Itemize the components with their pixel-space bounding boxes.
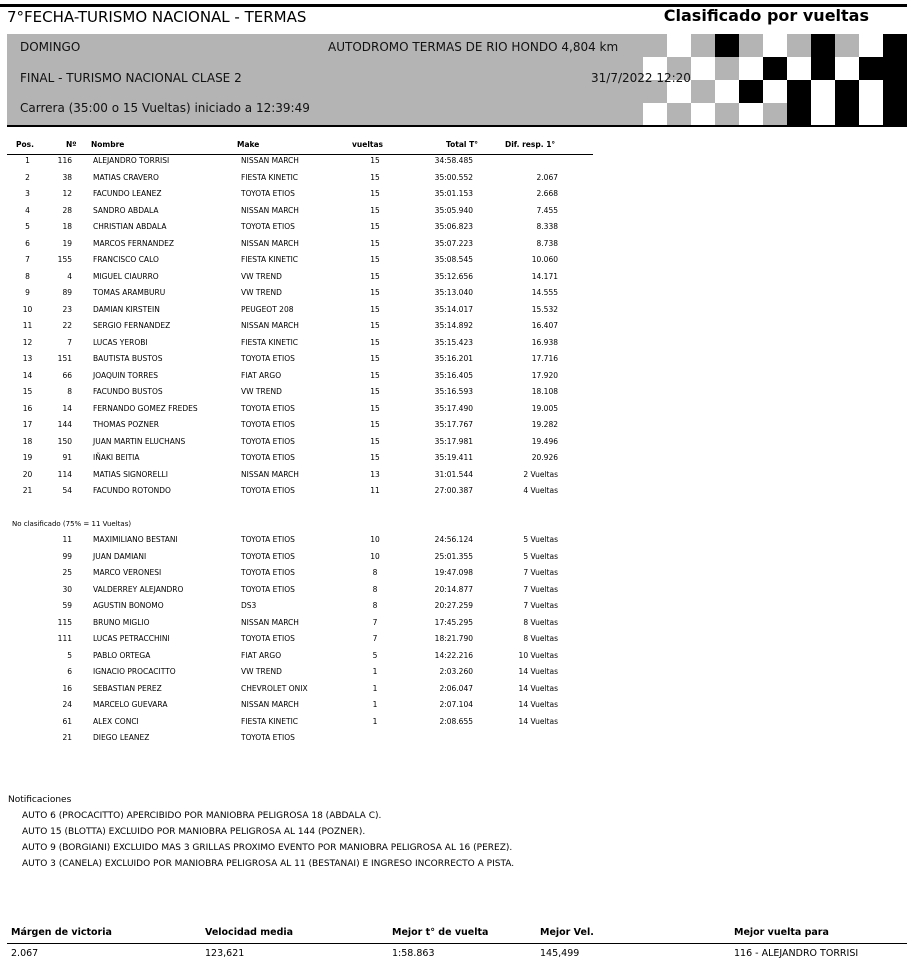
report-type: Clasificado por vueltas: [663, 6, 869, 25]
circuit-name: AUTODROMO TERMAS DE RIO HONDO 4,804 km: [328, 40, 619, 54]
cell-laps: 15: [370, 370, 380, 380]
cell-pos: 19: [22, 453, 33, 462]
cell-dif: 8 Vueltas: [523, 617, 558, 627]
cell-total: 35:07.223: [434, 238, 473, 248]
cell-no: 151: [57, 354, 72, 363]
cell-pos: 1: [25, 156, 30, 165]
cell-make: TOYOTA ETIOS: [241, 453, 295, 462]
cell-total: 35:13.040: [434, 288, 473, 297]
cell-laps: 8: [372, 601, 378, 610]
best-lap-label: Mejor t° de vuelta: [392, 927, 489, 938]
cell-name: CHRISTIAN ABDALA: [93, 222, 167, 231]
cell-no: 18: [62, 222, 72, 231]
cell-dif: 19.005: [531, 403, 558, 413]
col-header-name: Nombre: [91, 140, 125, 149]
cell-pos: 21: [22, 486, 33, 495]
cell-make: NISSAN MARCH: [241, 617, 299, 627]
cell-no: 144: [57, 420, 72, 429]
table-row: [0, 731, 600, 748]
cell-name: LUCAS YEROBI: [93, 337, 148, 347]
cell-no: 150: [57, 436, 72, 446]
cell-make: TOYOTA ETIOS: [241, 222, 295, 231]
notification-item: AUTO 9 (BORGIANI) EXCLUIDO MAS 3 GRILLAS PROXIMO EVENTO POR MANIOBRA PELIGROSA AL 16 (PEREZ).: [22, 843, 513, 853]
cell-name: VALDERREY ALEJANDRO: [93, 584, 184, 594]
cell-dif: 19.282: [531, 420, 558, 429]
cell-no: 8: [67, 387, 72, 396]
cell-pos: 3: [25, 189, 30, 198]
cell-no: 114: [57, 469, 72, 479]
cell-name: ALEJANDRO TORRISI: [93, 156, 170, 165]
cell-dif: 8.738: [536, 238, 558, 248]
cell-dif: 14.171: [531, 271, 558, 281]
cell-no: 25: [62, 568, 72, 577]
table-row: [0, 352, 600, 369]
cell-make: TOYOTA ETIOS: [241, 420, 295, 429]
cell-name: PABLO ORTEGA: [93, 650, 151, 660]
cell-name: BAUTISTA BUSTOS: [93, 354, 163, 363]
cell-no: 12: [62, 189, 72, 198]
cell-make: NISSAN MARCH: [241, 156, 299, 165]
session-name: FINAL - TURISMO NACIONAL CLASE 2: [20, 71, 242, 85]
table-row: [0, 171, 600, 188]
cell-no: 91: [62, 453, 72, 462]
table-row: [0, 220, 600, 237]
cell-make: TOYOTA ETIOS: [241, 354, 295, 363]
cell-name: IÑAKI BEITIA: [93, 453, 140, 462]
cell-pos: 8: [25, 271, 30, 281]
cell-total: 25:01.355: [434, 551, 473, 561]
table-row: [0, 533, 600, 550]
cell-total: 35:08.545: [434, 255, 473, 264]
table-row: [0, 303, 600, 320]
cell-laps: 10: [370, 535, 380, 544]
cell-no: 66: [62, 370, 72, 380]
session-day: DOMINGO: [20, 40, 81, 54]
best-lap-value: 1:58.863: [392, 948, 435, 959]
cell-pos: 6: [25, 238, 30, 248]
best-lap-for-value: 116 - ALEJANDRO TORRISI: [734, 948, 859, 959]
cell-total: 35:17.981: [434, 436, 473, 446]
cell-total: 35:15.423: [434, 337, 473, 347]
cell-no: 28: [62, 205, 72, 215]
cell-dif: 20.926: [531, 453, 558, 462]
table-row: [0, 369, 600, 386]
table-row: [0, 715, 600, 732]
col-header-dif: Dif. resp. 1°: [505, 140, 556, 149]
cell-make: VW TREND: [241, 387, 282, 396]
cell-name: JUAN MARTIN ELUCHANS: [93, 436, 186, 446]
cell-laps: 15: [370, 172, 380, 182]
table-row: [0, 435, 600, 452]
cell-dif: 16.407: [531, 321, 558, 330]
cell-name: MARCOS FERNANDEZ: [93, 238, 174, 248]
session-datetime: 31/7/2022 12:20: [591, 71, 691, 85]
cell-total: 35:01.153: [434, 189, 473, 198]
cell-make: VW TREND: [241, 288, 282, 297]
cell-laps: 8: [372, 584, 378, 594]
col-header-laps: vueltas: [352, 140, 383, 149]
cell-make: TOYOTA ETIOS: [241, 634, 295, 643]
cell-no: 14: [62, 403, 72, 413]
cell-dif: 14 Vueltas: [518, 716, 558, 726]
cell-dif: 4 Vueltas: [523, 486, 558, 495]
cell-total: 17:45.295: [434, 617, 473, 627]
margin-label: Márgen de victoria: [11, 927, 112, 938]
cell-dif: 7 Vueltas: [523, 601, 558, 610]
cell-make: FIESTA KINETIC: [241, 255, 299, 264]
cell-laps: 10: [370, 551, 380, 561]
cell-total: 35:17.767: [434, 420, 473, 429]
table-row: [0, 665, 600, 682]
cell-make: TOYOTA ETIOS: [241, 568, 295, 577]
cell-make: VW TREND: [241, 667, 282, 676]
cell-laps: 1: [372, 700, 378, 709]
cell-name: MIGUEL CIAURRO: [93, 271, 159, 281]
banner-rule: [7, 125, 907, 127]
cell-no: 61: [62, 716, 72, 726]
cell-dif: 8.338: [536, 222, 558, 231]
cell-name: JUAN DAMIANI: [93, 551, 147, 561]
race-info: Carrera (35:00 o 15 Vueltas) iniciado a 12:39:49: [20, 101, 310, 115]
col-header-pos: Pos.: [16, 140, 34, 149]
cell-dif: 17.920: [531, 370, 558, 380]
table-row: [0, 451, 600, 468]
cell-dif: 18.108: [531, 387, 558, 396]
cell-dif: 14.555: [531, 288, 558, 297]
table-row: [0, 468, 600, 485]
table-row: [0, 237, 600, 254]
table-row: [0, 616, 600, 633]
cell-dif: 19.496: [531, 436, 558, 446]
cell-make: TOYOTA ETIOS: [241, 189, 295, 198]
cell-pos: 9: [25, 288, 30, 297]
cell-total: 34:58.485: [434, 156, 473, 165]
cell-pos: 7: [25, 255, 30, 264]
cell-total: 35:16.405: [434, 370, 473, 380]
notifications-title: Notificaciones: [8, 795, 72, 805]
cell-laps: 15: [370, 304, 380, 314]
cell-dif: 2.067: [536, 172, 558, 182]
cell-pos: 17: [22, 420, 33, 429]
cell-make: TOYOTA ETIOS: [241, 436, 295, 446]
cell-laps: 15: [370, 387, 380, 396]
cell-laps: 7: [372, 634, 378, 643]
cell-total: 2:07.104: [439, 700, 473, 709]
cell-name: TOMAS ARAMBURU: [93, 288, 166, 297]
cell-total: 2:08.655: [439, 716, 473, 726]
cell-name: DIEGO LEANEZ: [93, 733, 150, 742]
cell-total: 35:16.201: [434, 354, 473, 363]
cell-name: JOAQUIN TORRES: [93, 370, 158, 380]
cell-name: MARCO VERONESI: [93, 568, 162, 577]
cell-total: 35:00.552: [434, 172, 473, 182]
cell-dif: 16.938: [531, 337, 558, 347]
cell-no: 16: [62, 683, 72, 693]
col-header-total: Total T°: [446, 140, 478, 149]
footer-rule: [7, 943, 907, 944]
cell-make: TOYOTA ETIOS: [241, 535, 295, 544]
event-title: 7°FECHA-TURISMO NACIONAL - TERMAS: [7, 8, 307, 26]
cell-make: NISSAN MARCH: [241, 321, 299, 330]
table-row: [0, 402, 600, 419]
margin-value: 2.067: [11, 948, 39, 959]
cell-total: 35:14.017: [434, 304, 473, 314]
cell-laps: 15: [370, 321, 380, 330]
cell-name: LUCAS PETRACCHINI: [93, 634, 170, 643]
cell-total: 2:03.260: [439, 667, 473, 676]
cell-dif: 8 Vueltas: [523, 634, 558, 643]
cell-no: 11: [62, 535, 72, 544]
table-row: [0, 649, 600, 666]
cell-make: NISSAN MARCH: [241, 205, 299, 215]
cell-total: 35:14.892: [434, 321, 473, 330]
not-classified-label: No clasificado (75% = 11 Vueltas): [12, 520, 132, 528]
cell-no: 23: [62, 304, 72, 314]
avg-speed-label: Velocidad media: [205, 927, 294, 938]
cell-name: FERNANDO GOMEZ FREDES: [93, 403, 198, 413]
cell-laps: 7: [372, 617, 378, 627]
cell-laps: 15: [370, 354, 380, 363]
cell-pos: 12: [22, 337, 33, 347]
cell-total: 35:12.656: [434, 271, 473, 281]
table-row: [0, 698, 600, 715]
cell-pos: 11: [22, 321, 33, 330]
cell-pos: 10: [22, 304, 33, 314]
cell-make: TOYOTA ETIOS: [241, 551, 295, 561]
cell-total: 35:19.411: [434, 453, 473, 462]
cell-name: MAXIMILIANO BESTANI: [93, 535, 178, 544]
table-row: [0, 204, 600, 221]
cell-laps: 8: [372, 568, 378, 577]
cell-laps: 11: [370, 486, 380, 495]
table-row: [0, 418, 600, 435]
cell-no: 115: [57, 617, 72, 627]
cell-name: SEBASTIAN PEREZ: [93, 683, 162, 693]
cell-dif: 5 Vueltas: [523, 535, 558, 544]
cell-dif: 17.716: [531, 354, 558, 363]
cell-dif: 10 Vueltas: [518, 650, 558, 660]
table-row: [0, 550, 600, 567]
cell-name: THOMAS POZNER: [93, 420, 159, 429]
cell-no: 116: [57, 156, 72, 165]
table-row: [0, 599, 600, 616]
cell-name: AGUSTIN BONOMO: [93, 601, 164, 610]
cell-no: 30: [62, 584, 72, 594]
cell-pos: 16: [22, 403, 33, 413]
table-row: [0, 187, 600, 204]
cell-name: FACUNDO BUSTOS: [93, 387, 163, 396]
cell-dif: 7 Vueltas: [523, 568, 558, 577]
cell-name: FACUNDO ROTONDO: [93, 486, 171, 495]
cell-total: 31:01.544: [434, 469, 473, 479]
cell-total: 24:56.124: [434, 535, 473, 544]
cell-name: BRUNO MIGLIO: [93, 617, 150, 627]
cell-pos: 20: [22, 469, 33, 479]
table-row: [0, 270, 600, 287]
cell-pos: 4: [25, 205, 30, 215]
cell-make: TOYOTA ETIOS: [241, 584, 295, 594]
cell-no: 6: [67, 667, 72, 676]
cell-name: IGNACIO PROCACITTO: [93, 667, 176, 676]
cell-laps: 15: [370, 453, 380, 462]
cell-dif: 7 Vueltas: [523, 584, 558, 594]
cell-laps: 15: [370, 288, 380, 297]
cell-no: 24: [62, 700, 72, 709]
cell-total: 27:00.387: [434, 486, 473, 495]
cell-no: 54: [62, 486, 72, 495]
table-row: [0, 154, 600, 171]
cell-dif: 15.532: [531, 304, 558, 314]
table-row: [0, 336, 600, 353]
cell-laps: 5: [372, 650, 378, 660]
cell-no: 38: [62, 172, 72, 182]
cell-laps: 15: [370, 337, 380, 347]
cell-laps: 15: [370, 205, 380, 215]
cell-no: 22: [62, 321, 72, 330]
cell-name: ALEX CONCI: [93, 716, 139, 726]
cell-make: CHEVROLET ONIX: [241, 683, 308, 693]
notification-item: AUTO 6 (PROCACITTO) APERCIBIDO POR MANIOBRA PELIGROSA 18 (ABDALA C).: [22, 811, 382, 821]
cell-no: 99: [62, 551, 72, 561]
col-header-make: Make: [237, 140, 260, 149]
cell-total: 35:06.823: [434, 222, 473, 231]
cell-pos: 2: [25, 172, 30, 182]
cell-no: 5: [67, 650, 72, 660]
table-row: [0, 319, 600, 336]
cell-name: MARCELO GUEVARA: [93, 700, 168, 709]
cell-dif: 10.060: [531, 255, 558, 264]
cell-name: MATIAS CRAVERO: [93, 172, 159, 182]
notification-item: AUTO 3 (CANELA) EXCLUIDO POR MANIOBRA PELIGROSA AL 11 (BESTANAI) E INGRESO INCORRECTO A PISTA.: [22, 859, 515, 869]
table-row: [0, 484, 600, 501]
cell-total: 18:21.790: [434, 634, 473, 643]
cell-name: SERGIO FERNANDEZ: [93, 321, 171, 330]
cell-total: 35:05.940: [434, 205, 473, 215]
cell-make: NISSAN MARCH: [241, 700, 299, 709]
best-lap-for-label: Mejor vuelta para: [734, 927, 829, 938]
session-banner: [7, 34, 907, 126]
cell-dif: 14 Vueltas: [518, 700, 558, 709]
cell-make: DS3: [241, 601, 257, 610]
table-row: [0, 682, 600, 699]
avg-speed-value: 123,621: [205, 948, 245, 959]
cell-pos: 18: [22, 436, 33, 446]
cell-name: FACUNDO LEANEZ: [93, 189, 162, 198]
cell-total: 35:16.593: [434, 387, 473, 396]
cell-dif: 2.668: [536, 189, 558, 198]
cell-name: MATIAS SIGNORELLI: [93, 469, 168, 479]
cell-laps: 15: [370, 222, 380, 231]
cell-laps: 15: [370, 238, 380, 248]
cell-dif: 2 Vueltas: [523, 469, 558, 479]
cell-pos: 5: [25, 222, 30, 231]
cell-name: DAMIAN KIRSTEIN: [93, 304, 160, 314]
cell-make: NISSAN MARCH: [241, 469, 299, 479]
table-row: [0, 583, 600, 600]
cell-dif: 7.455: [536, 205, 558, 215]
cell-laps: 15: [370, 420, 380, 429]
cell-total: 20:27.259: [434, 601, 473, 610]
table-row: [0, 253, 600, 270]
cell-no: 19: [62, 238, 72, 248]
cell-laps: 15: [370, 403, 380, 413]
table-row: [0, 566, 600, 583]
cell-dif: 14 Vueltas: [518, 683, 558, 693]
cell-no: 59: [62, 601, 72, 610]
cell-total: 35:17.490: [434, 403, 473, 413]
cell-name: FRANCISCO CALO: [93, 255, 159, 264]
cell-no: 111: [57, 634, 72, 643]
cell-laps: 13: [370, 469, 380, 479]
cell-laps: 1: [372, 667, 378, 676]
cell-dif: 5 Vueltas: [523, 551, 558, 561]
cell-make: FIESTA KINETIC: [241, 172, 299, 182]
cell-laps: 15: [370, 189, 380, 198]
cell-total: 14:22.216: [434, 650, 473, 660]
table-row: [0, 286, 600, 303]
table-row: [0, 385, 600, 402]
cell-make: TOYOTA ETIOS: [241, 733, 295, 742]
cell-make: TOYOTA ETIOS: [241, 486, 295, 495]
best-speed-value: 145,499: [540, 948, 580, 959]
cell-laps: 1: [372, 716, 378, 726]
cell-pos: 15: [22, 387, 33, 396]
cell-make: FIESTA KINETIC: [241, 337, 299, 347]
cell-make: FIAT ARGO: [241, 650, 282, 660]
cell-no: 89: [62, 288, 72, 297]
cell-no: 21: [62, 733, 72, 742]
cell-total: 2:06.047: [439, 683, 473, 693]
cell-no: 4: [67, 271, 72, 281]
notification-item: AUTO 15 (BLOTTA) EXCLUIDO POR MANIOBRA PELIGROSA AL 144 (POZNER).: [22, 827, 366, 837]
cell-pos: 14: [22, 370, 33, 380]
cell-name: SANDRO ABDALA: [93, 205, 159, 215]
col-header-no: Nº: [66, 140, 77, 149]
cell-no: 155: [57, 255, 72, 264]
cell-make: TOYOTA ETIOS: [241, 403, 295, 413]
cell-laps: 15: [370, 255, 380, 264]
cell-make: NISSAN MARCH: [241, 238, 299, 248]
cell-make: FIESTA KINETIC: [241, 716, 299, 726]
best-speed-label: Mejor Vel.: [540, 927, 594, 938]
cell-no: 7: [67, 337, 72, 347]
cell-make: PEUGEOT 208: [241, 304, 294, 314]
cell-dif: 14 Vueltas: [518, 667, 558, 676]
cell-laps: 15: [370, 156, 380, 165]
cell-laps: 1: [372, 683, 378, 693]
cell-laps: 15: [370, 436, 380, 446]
cell-make: FIAT ARGO: [241, 370, 282, 380]
cell-total: 19:47.098: [434, 568, 473, 577]
cell-total: 20:14.877: [434, 584, 473, 594]
cell-pos: 13: [22, 354, 33, 363]
table-row: [0, 632, 600, 649]
cell-laps: 15: [370, 271, 380, 281]
cell-make: VW TREND: [241, 271, 282, 281]
